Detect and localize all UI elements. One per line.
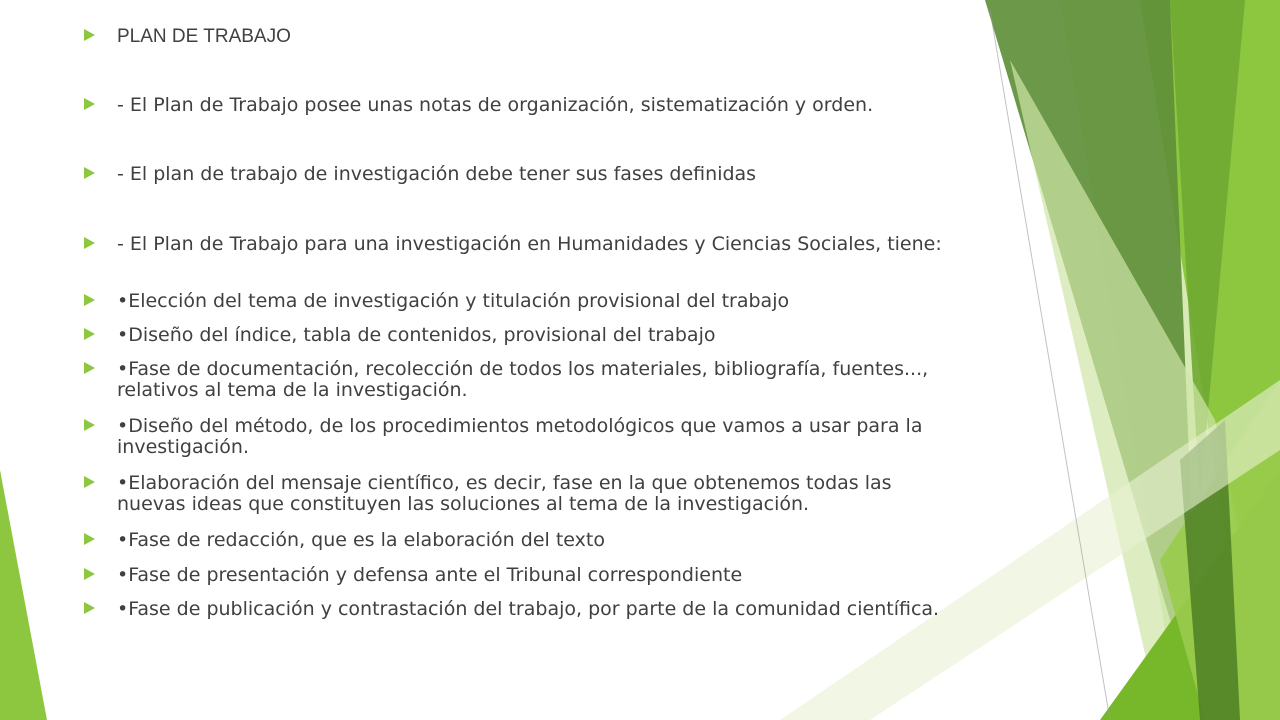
triangle-arrow-icon xyxy=(84,602,95,614)
bullet-text: - El plan de trabajo de investigación debe tener sus fases definidas xyxy=(117,163,757,185)
triangle-arrow-icon xyxy=(84,568,95,580)
triangle-arrow-icon xyxy=(84,167,95,179)
triangle-arrow-icon xyxy=(84,328,95,340)
bullet-text: •Elaboración del mensaje científico, es decir, fase en la que obtenemos todas las nuevas ideas que constituyen las soluciones al tema de la investigación. xyxy=(117,472,892,515)
triangle-arrow-icon xyxy=(84,476,95,488)
triangle-arrow-icon xyxy=(84,237,95,249)
slide-heading: PLAN DE TRABAJO xyxy=(117,26,291,47)
triangle-arrow-icon xyxy=(84,29,95,41)
bullet-text: •Fase de presentación y defensa ante el Tribunal correspondiente xyxy=(117,564,743,586)
bullet-text: - El Plan de Trabajo para una investigación en Humanidades y Ciencias Sociales, tiene: xyxy=(117,233,942,255)
bullet-text: •Diseño del índice, tabla de contenidos, provisional del trabajo xyxy=(117,324,716,346)
bullet-text: •Diseño del método, de los procedimientos metodológicos que vamos a usar para la investigación. xyxy=(117,415,923,458)
triangle-arrow-icon xyxy=(84,294,95,306)
bullet-text: •Elección del tema de investigación y titulación provisional del trabajo xyxy=(117,290,790,312)
triangle-arrow-icon xyxy=(84,419,95,431)
bullet-text: •Fase de redacción, que es la elaboración del texto xyxy=(117,529,605,551)
bullet-text: •Fase de publicación y contrastación del trabajo, por parte de la comunidad científica. xyxy=(117,598,940,620)
triangle-arrow-icon xyxy=(84,362,95,374)
bullet-text: - El Plan de Trabajo posee unas notas de organización, sistematización y orden. xyxy=(117,94,874,116)
bullet-text: •Fase de documentación, recolección de todos los materiales, bibliografía, fuentes..., relativos al tema de la investigación. xyxy=(117,358,929,401)
triangle-arrow-icon xyxy=(84,533,95,545)
triangle-arrow-icon xyxy=(84,98,95,110)
